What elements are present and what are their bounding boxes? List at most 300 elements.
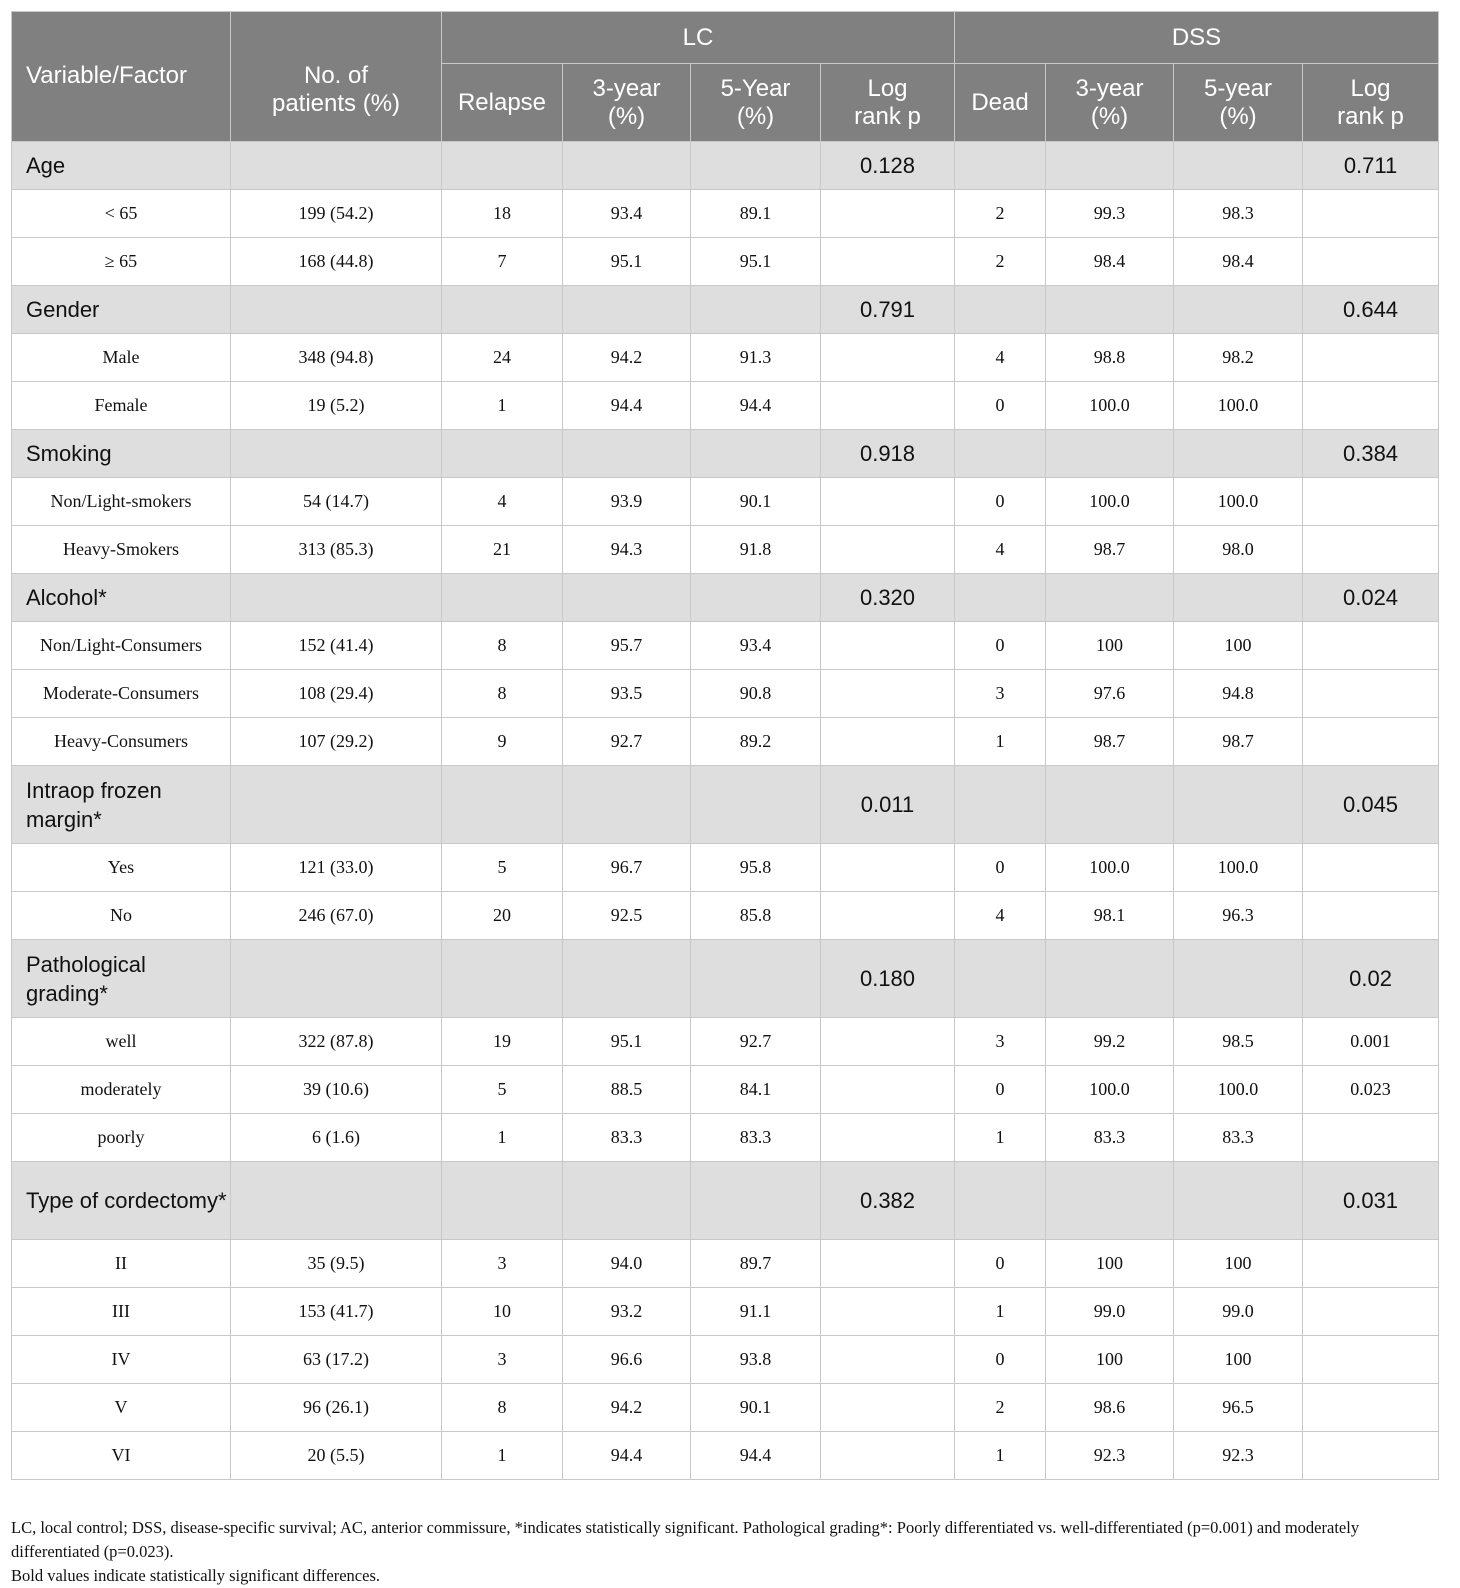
category-row (12, 286, 1439, 334)
row-relapse: 1 (442, 382, 563, 430)
category-row (12, 940, 1439, 1018)
category-dead (955, 766, 1046, 844)
row-label: Non/Light-smokers (12, 478, 231, 526)
row-dead: 4 (955, 526, 1046, 574)
row-lc-logrank (821, 844, 955, 892)
row-dss-logrank (1303, 718, 1439, 766)
header-dss-logrank-label: Log rank p (1337, 74, 1404, 130)
category-dss-3year (1046, 430, 1174, 478)
row-patients: 121 (33.0) (231, 844, 442, 892)
category-lc-3year (563, 1162, 691, 1240)
row-dss-logrank (1303, 1336, 1439, 1384)
table-row (12, 1432, 1439, 1480)
row-lc-5year: 89.1 (691, 190, 821, 238)
row-patients: 20 (5.5) (231, 1432, 442, 1480)
row-dead: 1 (955, 1114, 1046, 1162)
category-relapse (442, 766, 563, 844)
table-row (12, 892, 1439, 940)
row-dead: 4 (955, 892, 1046, 940)
category-dss-3year (1046, 142, 1174, 190)
category-dss-5year (1174, 940, 1303, 1018)
category-relapse (442, 430, 563, 478)
category-label: Alcohol* (12, 574, 231, 622)
category-label: Age (12, 142, 231, 190)
row-dss-3year: 97.6 (1046, 670, 1174, 718)
row-relapse: 8 (442, 1384, 563, 1432)
header-variable: Variable/Factor (12, 12, 231, 142)
row-dss-3year: 98.1 (1046, 892, 1174, 940)
row-dss-3year: 100.0 (1046, 844, 1174, 892)
category-lc-5year (691, 574, 821, 622)
row-dead: 0 (955, 844, 1046, 892)
table-row (12, 718, 1439, 766)
table-row (12, 1384, 1439, 1432)
category-lc-5year (691, 766, 821, 844)
row-label: IV (12, 1336, 231, 1384)
row-lc-logrank (821, 1018, 955, 1066)
row-patients: 348 (94.8) (231, 334, 442, 382)
row-dss-5year: 100.0 (1174, 1066, 1303, 1114)
row-dss-logrank (1303, 844, 1439, 892)
category-dss-5year (1174, 286, 1303, 334)
category-dss-5year (1174, 766, 1303, 844)
footnote-bold: Bold values indicate statistically significant differences. (11, 1566, 381, 1585)
row-dss-logrank (1303, 1288, 1439, 1336)
category-lc-logrank: 0.382 (821, 1162, 955, 1240)
table-row (12, 1114, 1439, 1162)
row-lc-5year: 85.8 (691, 892, 821, 940)
row-dss-5year: 98.5 (1174, 1018, 1303, 1066)
category-dss-logrank: 0.384 (1303, 430, 1439, 478)
table-row (12, 190, 1439, 238)
row-relapse: 24 (442, 334, 563, 382)
row-dead: 3 (955, 1018, 1046, 1066)
category-dss-logrank: 0.024 (1303, 574, 1439, 622)
category-dead (955, 574, 1046, 622)
row-lc-logrank (821, 670, 955, 718)
row-dss-logrank (1303, 1240, 1439, 1288)
row-dss-5year: 98.3 (1174, 190, 1303, 238)
row-patients: 153 (41.7) (231, 1288, 442, 1336)
row-label: III (12, 1288, 231, 1336)
category-dss-logrank: 0.711 (1303, 142, 1439, 190)
row-dss-5year: 96.5 (1174, 1384, 1303, 1432)
header-dss: DSS (955, 12, 1439, 64)
row-dss-3year: 99.3 (1046, 190, 1174, 238)
row-lc-logrank (821, 1432, 955, 1480)
row-lc-logrank (821, 1288, 955, 1336)
table-footnotes (11, 1516, 1438, 1588)
row-dead: 0 (955, 1066, 1046, 1114)
row-dss-5year: 100.0 (1174, 844, 1303, 892)
row-lc-3year: 94.2 (563, 334, 691, 382)
category-lc-5year (691, 430, 821, 478)
row-dss-5year: 98.0 (1174, 526, 1303, 574)
category-dss-5year (1174, 574, 1303, 622)
header-lc-3year (563, 64, 691, 142)
row-dss-5year: 98.4 (1174, 238, 1303, 286)
row-label: No (12, 892, 231, 940)
row-label: < 65 (12, 190, 231, 238)
row-lc-3year: 96.6 (563, 1336, 691, 1384)
category-patients (231, 766, 442, 844)
row-patients: 35 (9.5) (231, 1240, 442, 1288)
survival-table (11, 11, 1439, 1480)
header-dss-5year-label: 5-year (%) (1203, 74, 1273, 130)
row-relapse: 5 (442, 844, 563, 892)
category-relapse (442, 1162, 563, 1240)
row-relapse: 8 (442, 670, 563, 718)
header-lc-logrank-label: Log rank p (854, 74, 921, 130)
row-lc-5year: 94.4 (691, 1432, 821, 1480)
row-label: Non/Light-Consumers (12, 622, 231, 670)
row-lc-logrank (821, 526, 955, 574)
row-dss-5year: 94.8 (1174, 670, 1303, 718)
row-dss-5year: 100 (1174, 1336, 1303, 1384)
table-row (12, 478, 1439, 526)
row-dss-5year: 100 (1174, 622, 1303, 670)
row-patients: 96 (26.1) (231, 1384, 442, 1432)
header-dss-3year-label: 3-year (%) (1075, 74, 1144, 130)
row-dss-5year: 99.0 (1174, 1288, 1303, 1336)
row-dss-logrank: 0.001 (1303, 1018, 1439, 1066)
category-lc-3year (563, 940, 691, 1018)
category-dss-3year (1046, 574, 1174, 622)
row-label: poorly (12, 1114, 231, 1162)
row-patients: 108 (29.4) (231, 670, 442, 718)
category-lc-3year (563, 142, 691, 190)
row-dss-logrank (1303, 478, 1439, 526)
header-dead: Dead (955, 64, 1046, 142)
row-lc-5year: 90.1 (691, 1384, 821, 1432)
row-relapse: 10 (442, 1288, 563, 1336)
row-relapse: 1 (442, 1432, 563, 1480)
category-lc-3year (563, 286, 691, 334)
row-relapse: 19 (442, 1018, 563, 1066)
category-dss-logrank: 0.031 (1303, 1162, 1439, 1240)
row-dss-logrank (1303, 1432, 1439, 1480)
row-patients: 168 (44.8) (231, 238, 442, 286)
results-table-container (11, 11, 1438, 1480)
row-lc-3year: 94.4 (563, 1432, 691, 1480)
row-lc-3year: 94.4 (563, 382, 691, 430)
row-lc-logrank (821, 1336, 955, 1384)
row-lc-5year: 91.1 (691, 1288, 821, 1336)
table-row (12, 238, 1439, 286)
row-dss-3year: 98.4 (1046, 238, 1174, 286)
row-label: II (12, 1240, 231, 1288)
row-lc-5year: 95.8 (691, 844, 821, 892)
row-relapse: 5 (442, 1066, 563, 1114)
row-dss-logrank (1303, 892, 1439, 940)
row-patients: 39 (10.6) (231, 1066, 442, 1114)
row-label: well (12, 1018, 231, 1066)
table-row (12, 1240, 1439, 1288)
row-lc-logrank (821, 1240, 955, 1288)
category-patients (231, 286, 442, 334)
row-dss-5year: 83.3 (1174, 1114, 1303, 1162)
category-lc-5year (691, 940, 821, 1018)
category-lc-5year (691, 1162, 821, 1240)
header-relapse: Relapse (442, 64, 563, 142)
row-lc-5year: 84.1 (691, 1066, 821, 1114)
row-lc-5year: 89.7 (691, 1240, 821, 1288)
row-patients: 54 (14.7) (231, 478, 442, 526)
row-dss-3year: 99.0 (1046, 1288, 1174, 1336)
row-lc-3year: 94.3 (563, 526, 691, 574)
row-patients: 313 (85.3) (231, 526, 442, 574)
row-dead: 2 (955, 1384, 1046, 1432)
row-patients: 246 (67.0) (231, 892, 442, 940)
row-dss-logrank (1303, 526, 1439, 574)
row-relapse: 4 (442, 478, 563, 526)
category-lc-3year (563, 430, 691, 478)
row-dss-5year: 100.0 (1174, 478, 1303, 526)
category-lc-3year (563, 574, 691, 622)
row-label: V (12, 1384, 231, 1432)
row-label: Heavy-Smokers (12, 526, 231, 574)
row-patients: 322 (87.8) (231, 1018, 442, 1066)
row-dss-logrank (1303, 622, 1439, 670)
category-lc-logrank: 0.320 (821, 574, 955, 622)
row-dss-logrank (1303, 334, 1439, 382)
header-lc-3year-label: 3-year (%) (592, 74, 661, 130)
table-row (12, 1336, 1439, 1384)
category-lc-5year (691, 286, 821, 334)
header-patients (231, 12, 442, 142)
category-row (12, 766, 1439, 844)
category-dss-logrank: 0.02 (1303, 940, 1439, 1018)
row-dss-3year: 100.0 (1046, 382, 1174, 430)
row-dead: 0 (955, 478, 1046, 526)
table-body (12, 142, 1439, 1480)
header-lc-5year (691, 64, 821, 142)
row-lc-logrank (821, 1384, 955, 1432)
row-lc-3year: 94.0 (563, 1240, 691, 1288)
row-dss-logrank: 0.023 (1303, 1066, 1439, 1114)
row-dead: 2 (955, 190, 1046, 238)
row-lc-5year: 91.3 (691, 334, 821, 382)
category-label: Smoking (12, 430, 231, 478)
row-lc-5year: 93.8 (691, 1336, 821, 1384)
row-lc-5year: 93.4 (691, 622, 821, 670)
row-relapse: 18 (442, 190, 563, 238)
row-lc-logrank (821, 1114, 955, 1162)
header-lc-logrank (821, 64, 955, 142)
row-dss-3year: 100.0 (1046, 1066, 1174, 1114)
row-lc-logrank (821, 478, 955, 526)
row-lc-5year: 89.2 (691, 718, 821, 766)
header-dss-5year (1174, 64, 1303, 142)
row-relapse: 3 (442, 1336, 563, 1384)
category-relapse (442, 286, 563, 334)
category-patients (231, 1162, 442, 1240)
row-lc-3year: 83.3 (563, 1114, 691, 1162)
row-relapse: 21 (442, 526, 563, 574)
row-dss-logrank (1303, 382, 1439, 430)
row-label: ≥ 65 (12, 238, 231, 286)
row-dead: 0 (955, 1240, 1046, 1288)
row-lc-3year: 94.2 (563, 1384, 691, 1432)
row-dead: 0 (955, 1336, 1046, 1384)
category-dead (955, 286, 1046, 334)
row-patients: 63 (17.2) (231, 1336, 442, 1384)
category-dss-3year (1046, 286, 1174, 334)
category-patients (231, 142, 442, 190)
row-dss-3year: 100 (1046, 1240, 1174, 1288)
row-lc-logrank (821, 892, 955, 940)
category-dss-5year (1174, 1162, 1303, 1240)
row-dss-5year: 98.7 (1174, 718, 1303, 766)
row-dss-3year: 100 (1046, 1336, 1174, 1384)
row-lc-3year: 88.5 (563, 1066, 691, 1114)
row-dss-logrank (1303, 1384, 1439, 1432)
category-dss-logrank: 0.045 (1303, 766, 1439, 844)
category-label: Type of cordectomy* (12, 1162, 231, 1240)
table-row (12, 1066, 1439, 1114)
table-row (12, 844, 1439, 892)
category-dss-3year (1046, 1162, 1174, 1240)
row-dss-3year: 83.3 (1046, 1114, 1174, 1162)
category-relapse (442, 142, 563, 190)
row-dss-3year: 100.0 (1046, 478, 1174, 526)
category-label: Intraop frozen margin* (12, 766, 231, 844)
category-relapse (442, 940, 563, 1018)
row-patients: 199 (54.2) (231, 190, 442, 238)
row-lc-5year: 90.1 (691, 478, 821, 526)
row-lc-5year: 95.1 (691, 238, 821, 286)
row-dead: 3 (955, 670, 1046, 718)
row-relapse: 1 (442, 1114, 563, 1162)
category-dss-logrank: 0.644 (1303, 286, 1439, 334)
category-dead (955, 142, 1046, 190)
header-patients-label: No. of patients (%) (271, 62, 401, 117)
table-row (12, 382, 1439, 430)
row-lc-3year: 92.7 (563, 718, 691, 766)
row-lc-3year: 95.1 (563, 1018, 691, 1066)
row-dead: 4 (955, 334, 1046, 382)
row-relapse: 8 (442, 622, 563, 670)
row-dss-logrank (1303, 670, 1439, 718)
category-row (12, 142, 1439, 190)
category-row (12, 430, 1439, 478)
row-lc-logrank (821, 238, 955, 286)
row-dss-3year: 98.8 (1046, 334, 1174, 382)
category-lc-logrank: 0.011 (821, 766, 955, 844)
category-dead (955, 1162, 1046, 1240)
row-dss-3year: 98.7 (1046, 718, 1174, 766)
category-lc-3year (563, 766, 691, 844)
row-dss-3year: 98.6 (1046, 1384, 1174, 1432)
table-row (12, 670, 1439, 718)
row-lc-5year: 91.8 (691, 526, 821, 574)
row-lc-5year: 94.4 (691, 382, 821, 430)
row-dss-5year: 100.0 (1174, 382, 1303, 430)
category-lc-logrank: 0.918 (821, 430, 955, 478)
row-label: Yes (12, 844, 231, 892)
row-dss-3year: 99.2 (1046, 1018, 1174, 1066)
row-lc-logrank (821, 622, 955, 670)
row-lc-logrank (821, 190, 955, 238)
category-label: Pathological grading* (12, 940, 231, 1018)
category-relapse (442, 574, 563, 622)
row-dead: 2 (955, 238, 1046, 286)
row-dss-5year: 92.3 (1174, 1432, 1303, 1480)
row-dead: 0 (955, 382, 1046, 430)
row-lc-3year: 95.1 (563, 238, 691, 286)
row-dss-logrank (1303, 190, 1439, 238)
row-label: Female (12, 382, 231, 430)
row-dss-logrank (1303, 238, 1439, 286)
category-dss-3year (1046, 940, 1174, 1018)
row-lc-3year: 93.4 (563, 190, 691, 238)
row-relapse: 7 (442, 238, 563, 286)
row-lc-3year: 95.7 (563, 622, 691, 670)
row-label: Heavy-Consumers (12, 718, 231, 766)
row-lc-logrank (821, 1066, 955, 1114)
row-dss-5year: 96.3 (1174, 892, 1303, 940)
row-dss-logrank (1303, 1114, 1439, 1162)
category-lc-5year (691, 142, 821, 190)
row-lc-5year: 90.8 (691, 670, 821, 718)
row-relapse: 3 (442, 1240, 563, 1288)
category-patients (231, 430, 442, 478)
row-dss-3year: 98.7 (1046, 526, 1174, 574)
table-row (12, 1288, 1439, 1336)
row-dss-3year: 100 (1046, 622, 1174, 670)
row-lc-logrank (821, 382, 955, 430)
category-dss-5year (1174, 142, 1303, 190)
header-lc: LC (442, 12, 955, 64)
row-lc-3year: 93.9 (563, 478, 691, 526)
row-lc-5year: 83.3 (691, 1114, 821, 1162)
row-lc-3year: 92.5 (563, 892, 691, 940)
category-lc-logrank: 0.180 (821, 940, 955, 1018)
row-lc-logrank (821, 718, 955, 766)
category-dead (955, 940, 1046, 1018)
row-lc-3year: 93.2 (563, 1288, 691, 1336)
row-patients: 107 (29.2) (231, 718, 442, 766)
category-row (12, 574, 1439, 622)
category-lc-logrank: 0.128 (821, 142, 955, 190)
category-patients (231, 574, 442, 622)
category-patients (231, 940, 442, 1018)
header-lc-5year-label: 5-Year (%) (720, 74, 791, 130)
category-dss-5year (1174, 430, 1303, 478)
row-label: VI (12, 1432, 231, 1480)
row-patients: 19 (5.2) (231, 382, 442, 430)
row-relapse: 20 (442, 892, 563, 940)
row-label: Male (12, 334, 231, 382)
category-label: Gender (12, 286, 231, 334)
row-dss-3year: 92.3 (1046, 1432, 1174, 1480)
row-lc-3year: 96.7 (563, 844, 691, 892)
category-row (12, 1162, 1439, 1240)
row-lc-5year: 92.7 (691, 1018, 821, 1066)
row-dss-5year: 100 (1174, 1240, 1303, 1288)
row-dead: 0 (955, 622, 1046, 670)
header-dss-3year (1046, 64, 1174, 142)
table-row (12, 1018, 1439, 1066)
row-label: Moderate-Consumers (12, 670, 231, 718)
row-lc-3year: 93.5 (563, 670, 691, 718)
row-dss-5year: 98.2 (1174, 334, 1303, 382)
table-header (12, 12, 1439, 142)
footnote-abbreviations: LC, local control; DSS, disease-specific survival; AC, anterior commissure, *indicates statistically significant. Pathological grading*: Poorly differentiated vs. well-differentiated (p=0.001) and moderately differentiated (p=0.023). (11, 1518, 1360, 1561)
row-lc-logrank (821, 334, 955, 382)
row-label: moderately (12, 1066, 231, 1114)
table-row (12, 622, 1439, 670)
